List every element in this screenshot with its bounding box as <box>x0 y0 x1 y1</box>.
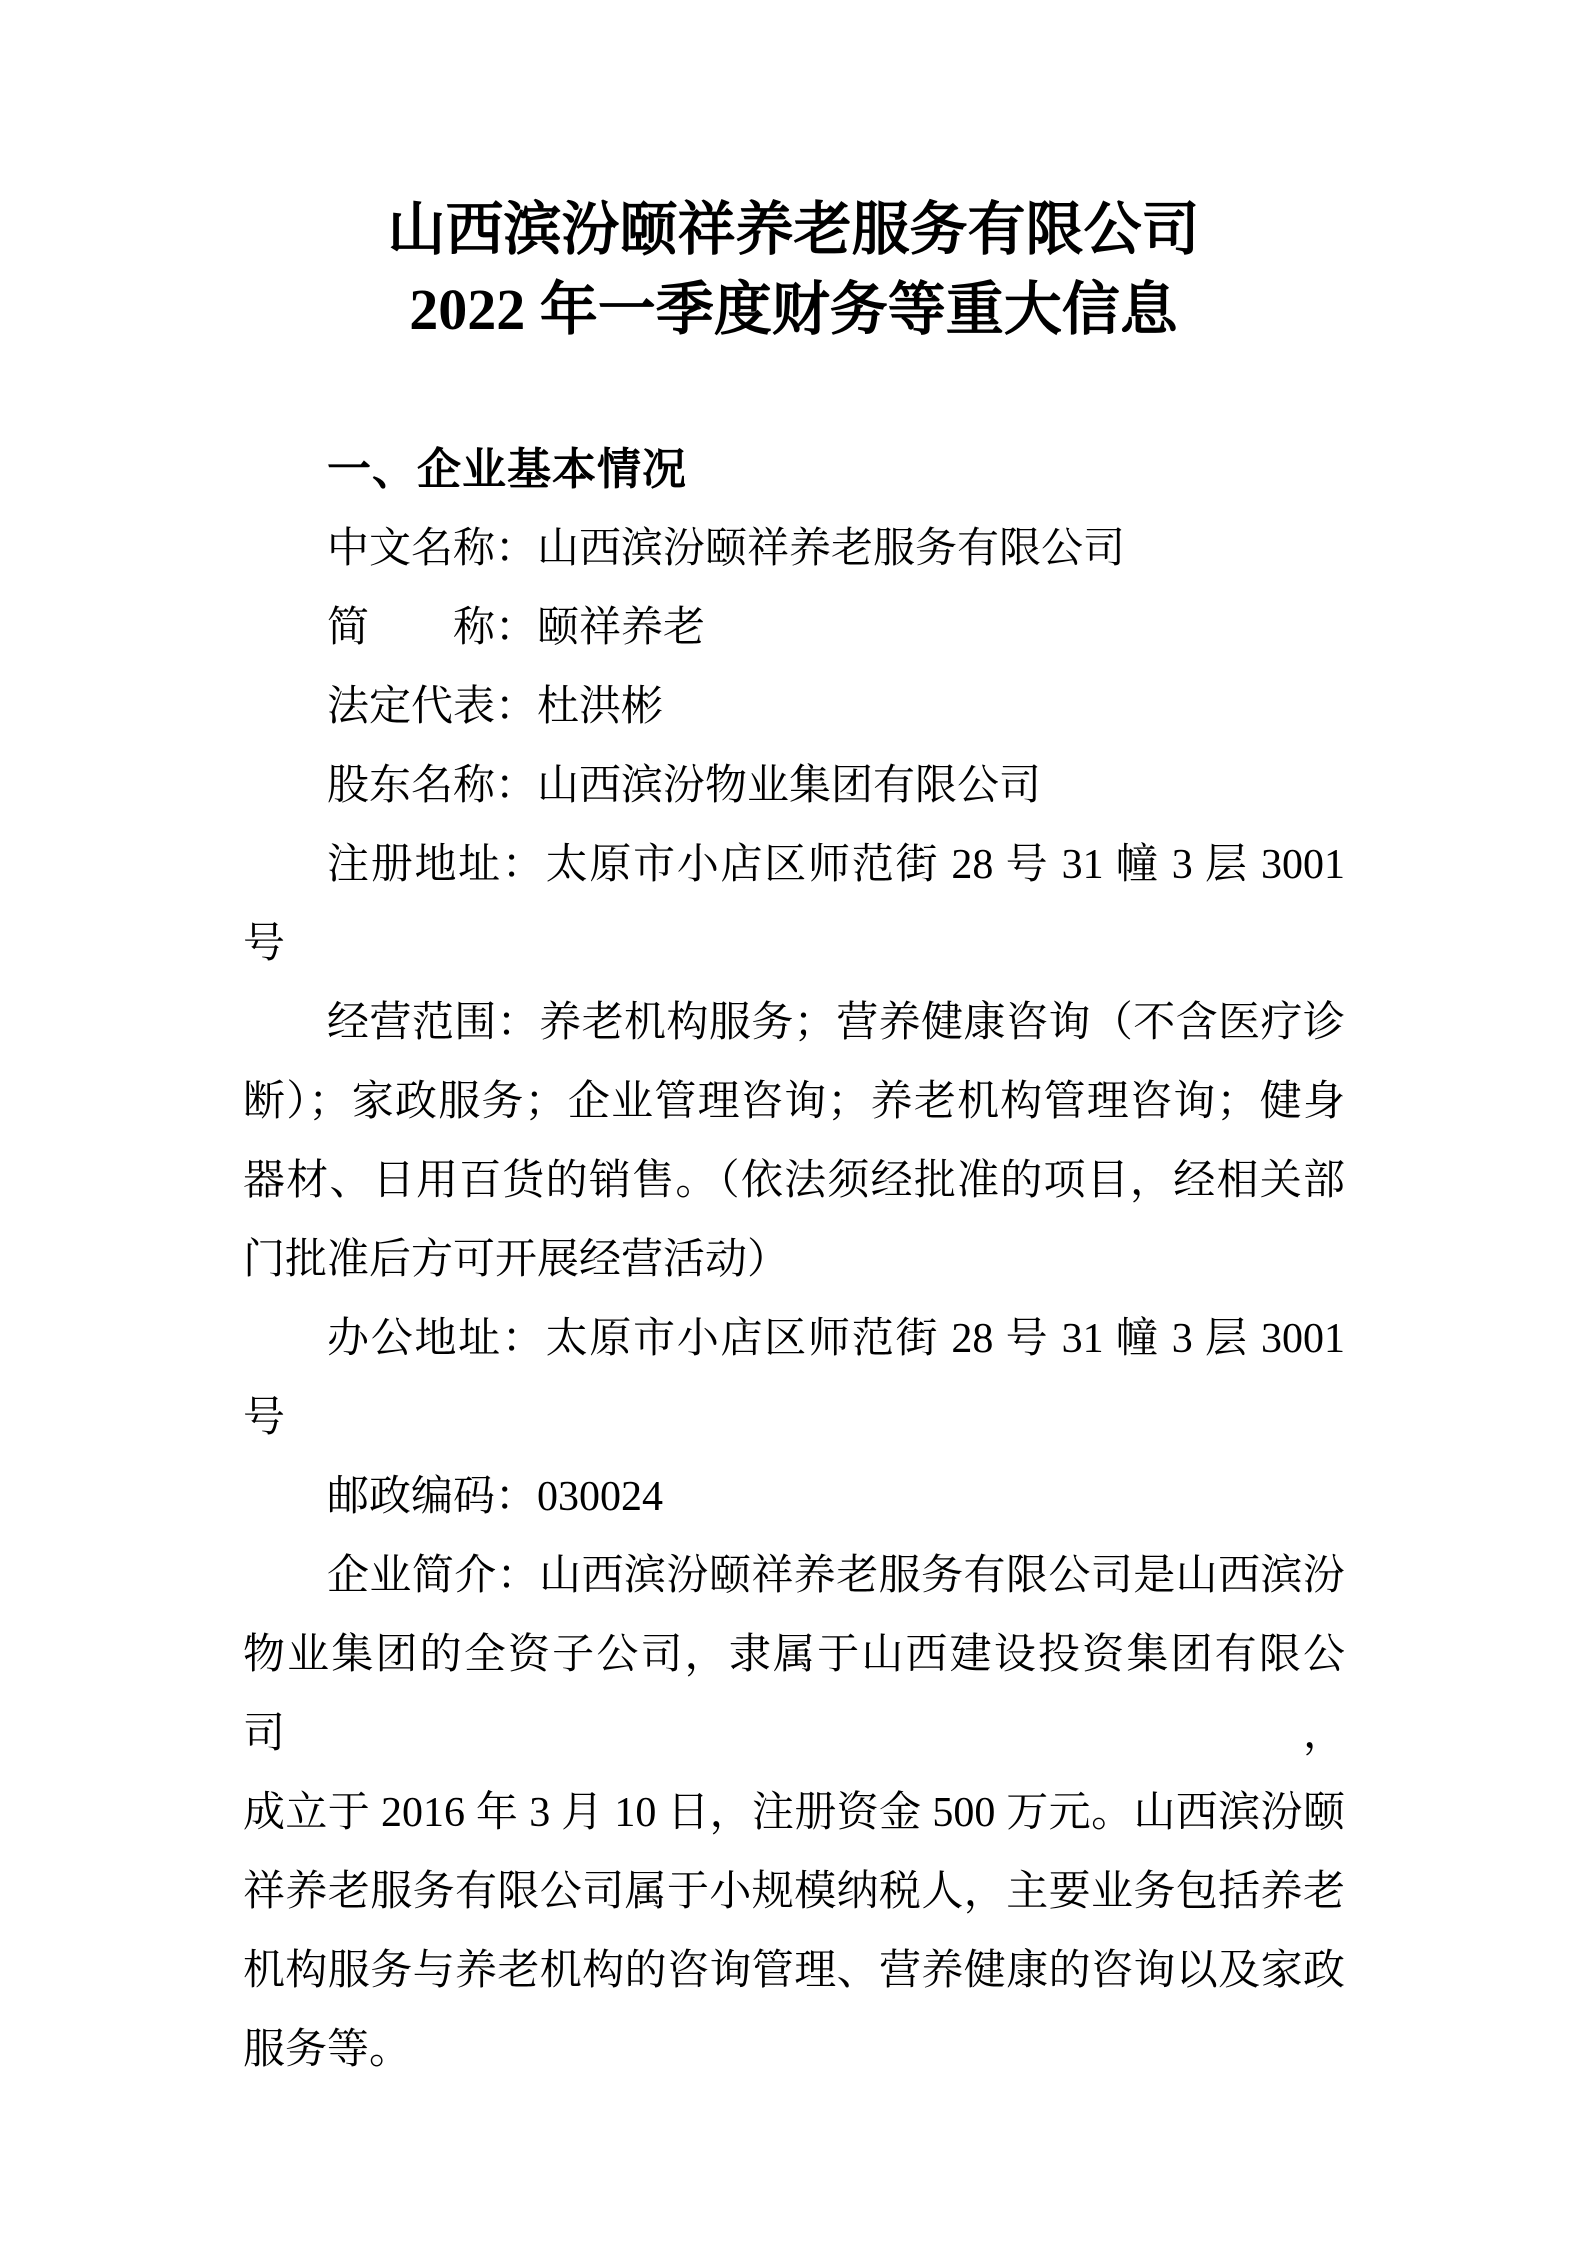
body-line: 中文名称：山西滨汾颐祥养老服务有限公司 <box>327 526 1126 572</box>
title-line-2: 2022 年一季度财务等重大信息 <box>409 277 1178 342</box>
body-line: 器材、日用百货的销售。（依法须经批准的项目，经相关部 <box>243 1158 1345 1204</box>
body-line: 企业简介：山西滨汾颐祥养老服务有限公司是山西滨汾 <box>327 1553 1345 1599</box>
body-line: 号 <box>243 1395 286 1441</box>
body-line: 物业集团的全资子公司，隶属于山西建设投资集团有限公司， <box>243 1632 1345 1757</box>
body-line: 号 <box>243 921 286 967</box>
body-line: 门批准后方可开展经营活动） <box>243 1237 790 1283</box>
body-line: 注册地址：太原市小店区师范街 28 号 31 幢 3 层 3001 <box>327 842 1345 888</box>
document-title <box>0 0 1587 350</box>
body-line: 经营范围：养老机构服务；营养健康咨询（不含医疗诊 <box>327 1000 1345 1046</box>
body-line: 服务等。 <box>243 2027 412 2073</box>
body-line: 股东名称：山西滨汾物业集团有限公司 <box>327 763 1042 809</box>
section-heading: 一、企业基本情况 <box>327 445 687 494</box>
body-line: 断）；家政服务；企业管理咨询；养老机构管理咨询；健身 <box>243 1079 1345 1125</box>
body-line: 办公地址：太原市小店区师范街 28 号 31 幢 3 层 3001 <box>327 1316 1345 1362</box>
body-line: 法定代表：杜洪彬 <box>327 684 664 730</box>
body-line: 成立于 2016 年 3 月 10 日，注册资金 500 万元。山西滨汾颐 <box>243 1790 1345 1836</box>
body-line: 祥养老服务有限公司属于小规模纳税人，主要业务包括养老 <box>243 1869 1345 1915</box>
body-line: 邮政编码：030024 <box>327 1474 664 1520</box>
body-line: 简 称：颐祥养老 <box>327 605 706 651</box>
body-line: 机构服务与养老机构的咨询管理、营养健康的咨询以及家政 <box>243 1948 1345 1994</box>
document-body <box>243 510 1345 2090</box>
title-line-1: 山西滨汾颐祥养老服务有限公司 <box>387 197 1200 262</box>
